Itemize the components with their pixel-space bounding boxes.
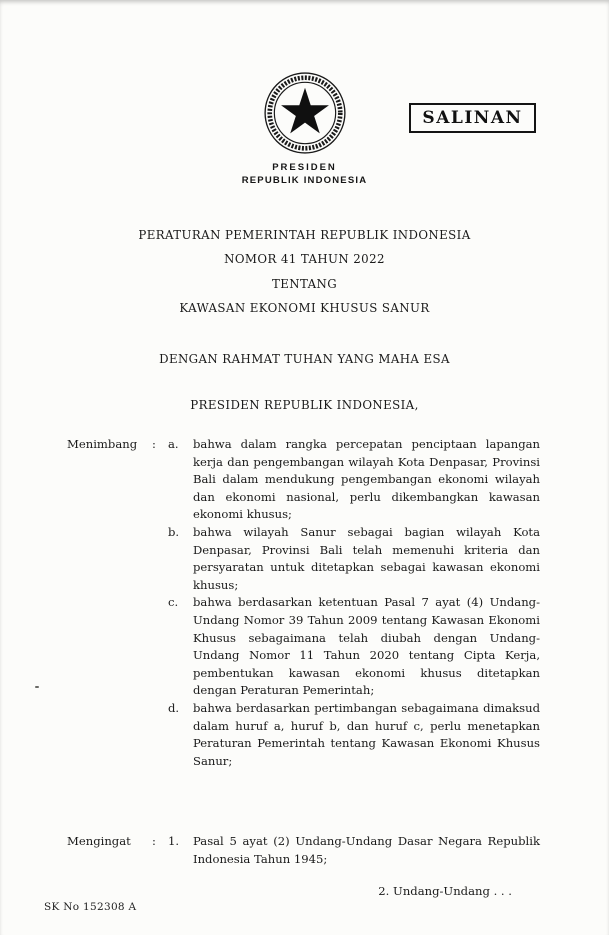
preamble-authority: PRESIDEN REPUBLIK INDONESIA,: [190, 398, 419, 412]
considering-colon: :: [152, 437, 156, 451]
item-marker: d.: [168, 700, 180, 715]
star-icon: [281, 88, 329, 134]
salinan-stamp-label: SALINAN: [422, 108, 523, 128]
item-marker: c.: [168, 595, 179, 610]
letterhead-republik-indonesia: REPUBLIK INDONESIA: [241, 175, 368, 186]
citing-item-1: [168, 833, 540, 868]
considering-item-d: [168, 700, 540, 770]
document-control-number: SK No 152308 A: [44, 901, 137, 913]
letterhead-presiden: PRESIDEN: [272, 162, 337, 173]
regulation-title: PERATURAN PEMERINTAH REPUBLIK INDONESIA: [138, 228, 471, 242]
page-catchword: 2. Undang-Undang . . .: [378, 884, 512, 898]
regulation-subject: KAWASAN EKONOMI KHUSUS SANUR: [179, 301, 430, 315]
citing-colon: :: [152, 834, 156, 848]
item-marker: a.: [168, 437, 179, 451]
stray-mark: [35, 686, 39, 688]
item-text: bahwa berdasarkan pertimbangan sebagaimana dimaksud dalam huruf a, huruf b, dan huruf c, perlu menetapkan Peraturan Pemerintah tentang Kawasan Ekonomi Khusus Sanur;: [193, 700, 540, 768]
tentang-label: TENTANG: [271, 277, 338, 291]
considering-items: [168, 436, 540, 770]
item-text: bahwa berdasarkan ketentuan Pasal 7 ayat (4) Undang-Undang Nomor 39 Tahun 2009 tentang Kawasan Ekonomi Khusus sebagaimana telah diubah dengan Undang-Undang Nomor 11 Tahun 2020 tentang Cipta Kerja, pembentukan kawasan ekonomi khusus ditetapkan dengan Peraturan Pemerintah;: [193, 595, 540, 698]
item-text: Pasal 5 ayat (2) Undang-Undang Dasar Negara Republik Indonesia Tahun 1945;: [193, 834, 540, 866]
preamble-invocation: DENGAN RAHMAT TUHAN YANG MAHA ESA: [159, 352, 450, 366]
considering-item-b: [168, 524, 540, 594]
considering-item-a: [168, 436, 540, 524]
citing-items: [168, 833, 540, 868]
item-marker: 1.: [168, 834, 180, 848]
salinan-stamp: [409, 103, 536, 133]
considering-label: Menimbang: [67, 437, 138, 451]
item-text: bahwa wilayah Sanur sebagai bagian wilayah Kota Denpasar, Provinsi Bali telah memenuhi kriteria dan persyaratan untuk ditetapkan sebagai kawasan ekonomi khusus;: [193, 524, 540, 592]
regulation-number: NOMOR 41 TAHUN 2022: [224, 252, 385, 266]
presidential-seal-icon: [263, 70, 347, 156]
item-marker: b.: [168, 524, 180, 539]
considering-clause: [67, 436, 540, 770]
item-text: bahwa dalam rangka percepatan penciptaan lapangan kerja dan pengembangan wilayah Kota Denpasar, Provinsi Bali dalam mendukung pengembangan ekonomi wilayah dan ekonomi nasional, perlu dikembangkan kawasan ekonomi khusus;: [193, 437, 540, 522]
considering-item-c: [168, 594, 540, 700]
citing-clause: [67, 833, 540, 868]
citing-label: Mengingat: [67, 834, 131, 848]
